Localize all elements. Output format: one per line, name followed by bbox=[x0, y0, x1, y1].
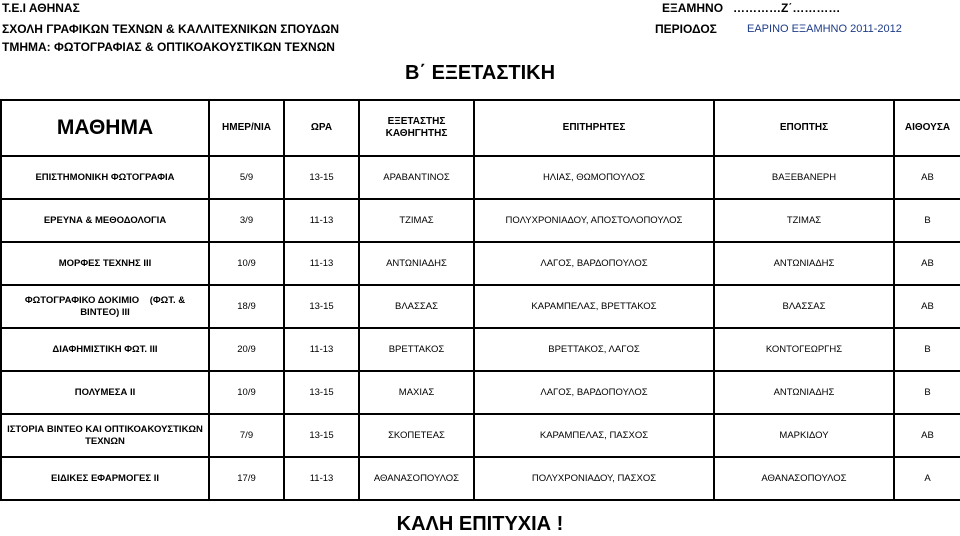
table-row bbox=[1, 285, 960, 328]
cell-date: 5/9 bbox=[209, 156, 284, 199]
table-row bbox=[1, 156, 960, 199]
cell-subject: ΕΡΕΥΝΑ & ΜΕΘΟΔΟΛΟΓΙΑ bbox=[1, 199, 209, 242]
cell-date: 7/9 bbox=[209, 414, 284, 457]
cell-room: ΑΒ bbox=[894, 242, 960, 285]
cell-subject: ΕΠΙΣΤΗΜΟΝΙΚΗ ΦΩΤΟΓΡΑΦΙΑ bbox=[1, 156, 209, 199]
cell-invigilators: ΠΟΛΥΧΡΟΝΙΑΔΟΥ, ΠΑΣΧΟΣ bbox=[474, 457, 714, 500]
cell-invigilators: ΚΑΡΑΜΠΕΛΑΣ, ΒΡΕΤΤΑΚΟΣ bbox=[474, 285, 714, 328]
table-row bbox=[1, 328, 960, 371]
cell-subject: ΜΟΡΦΕΣ ΤΕΧΝΗΣ ΙΙΙ bbox=[1, 242, 209, 285]
exam-title: Β΄ ΕΞΕΤΑΣΤΙΚΗ bbox=[404, 62, 556, 84]
cell-supervisor: ΑΝΤΩΝΙΑΔΗΣ bbox=[714, 242, 894, 285]
column-header-date: ΗΜΕΡ/ΝΙΑ bbox=[209, 100, 284, 156]
cell-supervisor: ΒΑΞΕΒΑΝΕΡΗ bbox=[714, 156, 894, 199]
cell-invigilators: ΠΟΛΥΧΡΟΝΙΑΔΟΥ, ΑΠΟΣΤΟΛΟΠΟΥΛΟΣ bbox=[474, 199, 714, 242]
column-header-supervisor: ΕΠΟΠΤΗΣ bbox=[714, 100, 894, 156]
cell-invigilators: ΛΑΓΟΣ, ΒΑΡΔΟΠΟΥΛΟΣ bbox=[474, 242, 714, 285]
cell-subject: ΦΩΤΟΓΡΑΦΙΚΟ ΔΟΚΙΜΙΟ (ΦΩΤ. & ΒΙΝΤΕΟ) ΙΙΙ bbox=[1, 285, 209, 328]
cell-supervisor: ΒΛΑΣΣΑΣ bbox=[714, 285, 894, 328]
cell-date: 3/9 bbox=[209, 199, 284, 242]
cell-supervisor: ΜΑΡΚΙΔΟΥ bbox=[714, 414, 894, 457]
cell-examiner: ΣΚΟΠΕΤΕΑΣ bbox=[359, 414, 474, 457]
semester-value: …………Ζ΄………… bbox=[733, 1, 841, 15]
cell-time: 11-13 bbox=[284, 457, 359, 500]
cell-supervisor: ΑΝΤΩΝΙΑΔΗΣ bbox=[714, 371, 894, 414]
table-header-row bbox=[1, 100, 960, 156]
cell-room: ΑΒ bbox=[894, 285, 960, 328]
column-header-invigilators: ΕΠΙΤΗΡΗΤΕΣ bbox=[474, 100, 714, 156]
cell-examiner: ΒΛΑΣΣΑΣ bbox=[359, 285, 474, 328]
table-row bbox=[1, 457, 960, 500]
cell-time: 13-15 bbox=[284, 285, 359, 328]
cell-examiner: ΑΘΑΝΑΣΟΠΟΥΛΟΣ bbox=[359, 457, 474, 500]
cell-subject: ΠΟΛΥΜΕΣΑ ΙΙ bbox=[1, 371, 209, 414]
cell-supervisor: ΑΘΑΝΑΣΟΠΟΥΛΟΣ bbox=[714, 457, 894, 500]
table-row bbox=[1, 242, 960, 285]
cell-time: 13-15 bbox=[284, 414, 359, 457]
cell-examiner: ΒΡΕΤΤΑΚΟΣ bbox=[359, 328, 474, 371]
cell-examiner: ΑΝΤΩΝΙΑΔΗΣ bbox=[359, 242, 474, 285]
column-header-subject: ΜΑΘΗΜΑ bbox=[1, 100, 209, 156]
column-header-room: ΑΙΘΟΥΣΑ bbox=[894, 100, 960, 156]
cell-invigilators: ΒΡΕΤΤΑΚΟΣ, ΛΑΓΟΣ bbox=[474, 328, 714, 371]
column-header-time: ΩΡΑ bbox=[284, 100, 359, 156]
cell-room: ΑΒ bbox=[894, 156, 960, 199]
cell-time: 11-13 bbox=[284, 242, 359, 285]
cell-subject: ΔΙΑΦΗΜΙΣΤΙΚΗ ΦΩΤ. ΙΙΙ bbox=[1, 328, 209, 371]
cell-invigilators: ΚΑΡΑΜΠΕΛΑΣ, ΠΑΣΧΟΣ bbox=[474, 414, 714, 457]
cell-room: Β bbox=[894, 371, 960, 414]
cell-room: Α bbox=[894, 457, 960, 500]
cell-time: 13-15 bbox=[284, 156, 359, 199]
cell-invigilators: ΗΛΙΑΣ, ΘΩΜΟΠΟΥΛΟΣ bbox=[474, 156, 714, 199]
cell-date: 18/9 bbox=[209, 285, 284, 328]
cell-examiner: ΜΑΧΙΑΣ bbox=[359, 371, 474, 414]
cell-invigilators: ΛΑΓΟΣ, ΒΑΡΔΟΠΟΥΛΟΣ bbox=[474, 371, 714, 414]
cell-time: 11-13 bbox=[284, 328, 359, 371]
cell-room: Β bbox=[894, 328, 960, 371]
institution-name: Τ.Ε.Ι ΑΘΗΝΑΣ bbox=[2, 1, 80, 15]
cell-supervisor: ΚΟΝΤΟΓΕΩΡΓΗΣ bbox=[714, 328, 894, 371]
cell-date: 17/9 bbox=[209, 457, 284, 500]
column-header-examiner bbox=[359, 100, 474, 156]
footer-message: ΚΑΛΗ ΕΠΙΤΥΧΙΑ ! bbox=[396, 513, 564, 535]
cell-date: 10/9 bbox=[209, 242, 284, 285]
table-row bbox=[1, 371, 960, 414]
exam-schedule-table bbox=[0, 99, 960, 501]
school-name: ΣΧΟΛΗ ΓΡΑΦΙΚΩΝ ΤΕΧΝΩΝ & ΚΑΛΛΙΤΕΧΝΙΚΩΝ ΣΠΟΥΔΩΝ bbox=[2, 22, 339, 36]
cell-time: 11-13 bbox=[284, 199, 359, 242]
period-value: ΕΑΡΙΝΟ ΕΞΑΜΗΝΟ 2011-2012 bbox=[747, 23, 902, 35]
cell-time: 13-15 bbox=[284, 371, 359, 414]
cell-room: Β bbox=[894, 199, 960, 242]
cell-date: 10/9 bbox=[209, 371, 284, 414]
cell-subject: ΕΙΔΙΚΕΣ ΕΦΑΡΜΟΓΕΣ ΙΙ bbox=[1, 457, 209, 500]
cell-date: 20/9 bbox=[209, 328, 284, 371]
department-name: ΤΜΗΜΑ: ΦΩΤΟΓΡΑΦΙΑΣ & ΟΠΤΙΚΟΑΚΟΥΣΤΙΚΩΝ ΤΕΧΝΩΝ bbox=[2, 40, 335, 54]
table-row bbox=[1, 414, 960, 457]
cell-examiner: ΤΖΙΜΑΣ bbox=[359, 199, 474, 242]
cell-supervisor: ΤΖΙΜΑΣ bbox=[714, 199, 894, 242]
semester-label: ΕΞΑΜΗΝΟ bbox=[662, 1, 724, 15]
column-header-examiner-line1: ΕΞΕΤΑΣΤΗΣ bbox=[387, 116, 446, 127]
cell-examiner: ΑΡΑΒΑΝΤΙΝΟΣ bbox=[359, 156, 474, 199]
column-header-examiner-line2: ΚΑΘΗΓΗΤΗΣ bbox=[385, 128, 448, 139]
period-label: ΠΕΡΙΟΔΟΣ bbox=[655, 22, 717, 36]
table-row bbox=[1, 199, 960, 242]
cell-subject: ΙΣΤΟΡΙΑ ΒΙΝΤΕΟ ΚΑΙ ΟΠΤΙΚΟΑΚΟΥΣΤΙΚΩΝ ΤΕΧΝΩΝ bbox=[1, 414, 209, 457]
cell-room: ΑΒ bbox=[894, 414, 960, 457]
